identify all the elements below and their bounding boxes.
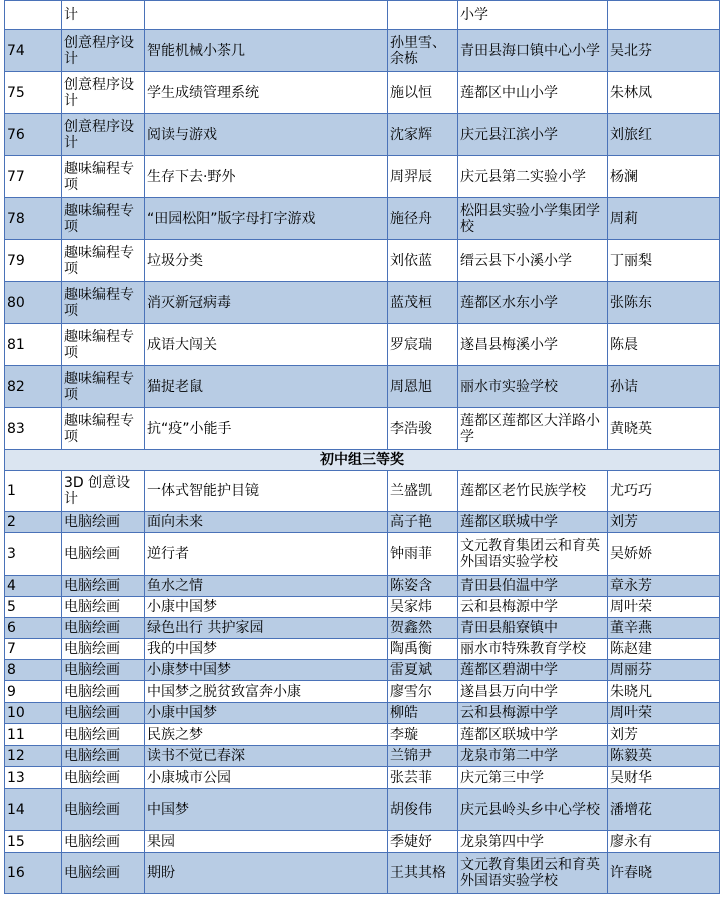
- cell-school: 遂昌县梅溪小学: [458, 324, 608, 366]
- cell-teacher: 朱林凤: [608, 72, 720, 114]
- cell-author: 刘依蓝: [388, 240, 458, 282]
- awards-table: [4, 0, 720, 894]
- cell-author: 雷夏斌: [388, 660, 458, 681]
- cell-school: 莲都区联城中学: [458, 724, 608, 746]
- cell-category: 电脑绘画: [62, 618, 145, 639]
- table-row: [5, 533, 720, 576]
- cell-teacher: 刘旅红: [608, 114, 720, 156]
- cell-title: 逆行者: [145, 533, 388, 576]
- cell-teacher: 章永芳: [608, 576, 720, 597]
- cell-school: 庆元第三中学: [458, 767, 608, 789]
- cell-school: 遂昌县万向中学: [458, 681, 608, 703]
- cell-category: 电脑绘画: [62, 703, 145, 724]
- cell-no: 82: [5, 366, 62, 408]
- section-header-row: [5, 450, 720, 471]
- cell-title: 面向未来: [145, 512, 388, 533]
- awards-sheet: [4, 0, 719, 894]
- table-row: [5, 724, 720, 746]
- cell-category: 趣味编程专项: [62, 198, 145, 240]
- cell-school: 云和县梅源中学: [458, 597, 608, 618]
- table-row: [5, 156, 720, 198]
- table-row: [5, 746, 720, 767]
- cell-school: 云和县梅源中学: [458, 703, 608, 724]
- cell-author: 李浩骏: [388, 408, 458, 450]
- cell-teacher: 黄晓英: [608, 408, 720, 450]
- cell-school: 文元教育集团云和育英外国语实验学校: [458, 853, 608, 894]
- cell-school: 缙云县下小溪小学: [458, 240, 608, 282]
- cell-teacher: 刘芳: [608, 512, 720, 533]
- cell-school: 青田县海口镇中心小学: [458, 30, 608, 72]
- table-row: [5, 767, 720, 789]
- cell-teacher: [608, 1, 720, 30]
- cell-school: 龙泉市第二中学: [458, 746, 608, 767]
- cell-school: 庆元县岭头乡中心学校: [458, 789, 608, 831]
- cell-title: 小康中国梦: [145, 703, 388, 724]
- cell-school: 青田县船寮镇中: [458, 618, 608, 639]
- cell-no: 13: [5, 767, 62, 789]
- cell-category: 趣味编程专项: [62, 408, 145, 450]
- table-row: [5, 618, 720, 639]
- cell-author: 廖雪尔: [388, 681, 458, 703]
- cell-category: 电脑绘画: [62, 681, 145, 703]
- table-row: [5, 639, 720, 660]
- cell-title: 期盼: [145, 853, 388, 894]
- cell-teacher: 潘增花: [608, 789, 720, 831]
- cell-teacher: 周莉: [608, 198, 720, 240]
- cell-teacher: 周叶荣: [608, 703, 720, 724]
- table-row: [5, 114, 720, 156]
- cell-teacher: 周丽芬: [608, 660, 720, 681]
- cell-teacher: 陈赵建: [608, 639, 720, 660]
- cell-title: 鱼水之情: [145, 576, 388, 597]
- cell-title: 垃圾分类: [145, 240, 388, 282]
- cell-no: [5, 1, 62, 30]
- cell-category: 创意程序设计: [62, 72, 145, 114]
- cell-no: 12: [5, 746, 62, 767]
- cell-category: 电脑绘画: [62, 576, 145, 597]
- cell-no: 75: [5, 72, 62, 114]
- table-row: [5, 471, 720, 512]
- cell-author: 贺鑫然: [388, 618, 458, 639]
- cell-author: 柳皓: [388, 703, 458, 724]
- cell-author: 周恩旭: [388, 366, 458, 408]
- cell-title: 阅读与游戏: [145, 114, 388, 156]
- cell-title: 智能机械小茶几: [145, 30, 388, 72]
- cell-no: 79: [5, 240, 62, 282]
- cell-author: 蓝茂桓: [388, 282, 458, 324]
- cell-title: 中国梦之脱贫致富奔小康: [145, 681, 388, 703]
- cell-school: 松阳县实验小学集团学校: [458, 198, 608, 240]
- cell-teacher: 孙诘: [608, 366, 720, 408]
- cell-no: 4: [5, 576, 62, 597]
- cell-author: 罗宸瑞: [388, 324, 458, 366]
- cell-category: 电脑绘画: [62, 533, 145, 576]
- cell-teacher: 吴北芬: [608, 30, 720, 72]
- table-row: [5, 681, 720, 703]
- cell-category: 计: [62, 1, 145, 30]
- cell-school: 莲都区碧湖中学: [458, 660, 608, 681]
- cell-title: 小康梦中国梦: [145, 660, 388, 681]
- cell-no: 15: [5, 831, 62, 853]
- cell-teacher: 陈晨: [608, 324, 720, 366]
- cell-title: [145, 1, 388, 30]
- cell-category: 创意程序设计: [62, 114, 145, 156]
- cell-author: 施径舟: [388, 198, 458, 240]
- cell-school: 小学: [458, 1, 608, 30]
- cell-teacher: 吴娇娇: [608, 533, 720, 576]
- cell-category: 3D 创意设计: [62, 471, 145, 512]
- table-row: [5, 30, 720, 72]
- table-row: [5, 198, 720, 240]
- cell-title: 民族之梦: [145, 724, 388, 746]
- cell-teacher: 许春晓: [608, 853, 720, 894]
- table-row: [5, 512, 720, 533]
- cell-category: 电脑绘画: [62, 853, 145, 894]
- cell-school: 莲都区联城中学: [458, 512, 608, 533]
- cell-teacher: 尤巧巧: [608, 471, 720, 512]
- cell-author: 钟雨菲: [388, 533, 458, 576]
- cell-school: 莲都区中山小学: [458, 72, 608, 114]
- cell-teacher: 吴财华: [608, 767, 720, 789]
- cell-title: “田园松阳”版字母打字游戏: [145, 198, 388, 240]
- cell-school: 庆元县江滨小学: [458, 114, 608, 156]
- cell-no: 74: [5, 30, 62, 72]
- cell-category: 创意程序设计: [62, 30, 145, 72]
- cell-category: 电脑绘画: [62, 746, 145, 767]
- cell-category: 电脑绘画: [62, 724, 145, 746]
- cell-author: 吴家炜: [388, 597, 458, 618]
- cell-no: 80: [5, 282, 62, 324]
- cell-title: 绿色出行 共护家园: [145, 618, 388, 639]
- cell-no: 9: [5, 681, 62, 703]
- cell-title: 抗“疫”小能手: [145, 408, 388, 450]
- cell-category: 电脑绘画: [62, 767, 145, 789]
- table-row: [5, 408, 720, 450]
- cell-title: 小康城市公园: [145, 767, 388, 789]
- cell-category: 趣味编程专项: [62, 366, 145, 408]
- table-row: [5, 660, 720, 681]
- table-row: [5, 72, 720, 114]
- table-row: [5, 703, 720, 724]
- cell-author: [388, 1, 458, 30]
- cell-category: 电脑绘画: [62, 597, 145, 618]
- cell-author: 施以恒: [388, 72, 458, 114]
- table-row: [5, 324, 720, 366]
- cell-school: 龙泉第四中学: [458, 831, 608, 853]
- cell-teacher: 刘芳: [608, 724, 720, 746]
- cell-teacher: 丁丽梨: [608, 240, 720, 282]
- cell-teacher: 廖永有: [608, 831, 720, 853]
- cell-title: 一体式智能护目镜: [145, 471, 388, 512]
- cell-title: 消灭新冠病毒: [145, 282, 388, 324]
- cell-author: 陶禹衡: [388, 639, 458, 660]
- cell-title: 我的中国梦: [145, 639, 388, 660]
- cell-author: 沈家辉: [388, 114, 458, 156]
- cell-teacher: 董辛燕: [608, 618, 720, 639]
- cell-no: 6: [5, 618, 62, 639]
- cell-category: 趣味编程专项: [62, 282, 145, 324]
- cell-author: 王其其格: [388, 853, 458, 894]
- cell-author: 孙里雪、余栋: [388, 30, 458, 72]
- cell-category: 电脑绘画: [62, 831, 145, 853]
- cell-category: 趣味编程专项: [62, 324, 145, 366]
- cell-title: 猫捉老鼠: [145, 366, 388, 408]
- cell-no: 10: [5, 703, 62, 724]
- cell-no: 11: [5, 724, 62, 746]
- cell-school: 莲都区莲都区大洋路小学: [458, 408, 608, 450]
- cell-no: 3: [5, 533, 62, 576]
- table-row: [5, 831, 720, 853]
- cell-no: 81: [5, 324, 62, 366]
- cell-author: 李璇: [388, 724, 458, 746]
- cell-no: 83: [5, 408, 62, 450]
- cell-no: 78: [5, 198, 62, 240]
- cell-author: 周羿辰: [388, 156, 458, 198]
- cell-category: 趣味编程专项: [62, 240, 145, 282]
- cell-author: 胡俊伟: [388, 789, 458, 831]
- table-row: [5, 240, 720, 282]
- cell-school: 莲都区老竹民族学校: [458, 471, 608, 512]
- table-row: [5, 282, 720, 324]
- cell-no: 1: [5, 471, 62, 512]
- cell-category: 电脑绘画: [62, 512, 145, 533]
- cell-category: 电脑绘画: [62, 639, 145, 660]
- cell-school: 丽水市特殊教育学校: [458, 639, 608, 660]
- cell-school: 庆元县第二实验小学: [458, 156, 608, 198]
- cell-school: 青田县伯温中学: [458, 576, 608, 597]
- cell-no: 8: [5, 660, 62, 681]
- cell-title: 中国梦: [145, 789, 388, 831]
- cell-no: 2: [5, 512, 62, 533]
- table-row: [5, 789, 720, 831]
- cell-author: 高子艳: [388, 512, 458, 533]
- cell-category: 电脑绘画: [62, 660, 145, 681]
- cell-author: 兰锦尹: [388, 746, 458, 767]
- cell-teacher: 周叶荣: [608, 597, 720, 618]
- cell-no: 16: [5, 853, 62, 894]
- cell-school: 文元教育集团云和育英外国语实验学校: [458, 533, 608, 576]
- cell-category: 趣味编程专项: [62, 156, 145, 198]
- cell-author: 张芸菲: [388, 767, 458, 789]
- cell-author: 陈姿含: [388, 576, 458, 597]
- table-row: [5, 576, 720, 597]
- section-title: 初中组三等奖: [5, 450, 720, 471]
- cell-title: 小康中国梦: [145, 597, 388, 618]
- cell-school: 丽水市实验学校: [458, 366, 608, 408]
- cell-no: 14: [5, 789, 62, 831]
- table-row: [5, 853, 720, 894]
- cell-no: 5: [5, 597, 62, 618]
- cell-title: 果园: [145, 831, 388, 853]
- table-row: [5, 366, 720, 408]
- cell-teacher: 张陈东: [608, 282, 720, 324]
- table-row: [5, 597, 720, 618]
- cell-title: 成语大闯关: [145, 324, 388, 366]
- cell-title: 生存下去·野外: [145, 156, 388, 198]
- cell-author: 季婕妤: [388, 831, 458, 853]
- cell-no: 76: [5, 114, 62, 156]
- cell-school: 莲都区水东小学: [458, 282, 608, 324]
- cell-title: 读书不觉已春深: [145, 746, 388, 767]
- cell-category: 电脑绘画: [62, 789, 145, 831]
- cell-teacher: 陈毅英: [608, 746, 720, 767]
- cell-title: 学生成绩管理系统: [145, 72, 388, 114]
- cell-no: 7: [5, 639, 62, 660]
- table-row: [5, 1, 720, 30]
- cell-teacher: 朱晓凡: [608, 681, 720, 703]
- cell-teacher: 杨澜: [608, 156, 720, 198]
- cell-no: 77: [5, 156, 62, 198]
- cell-author: 兰盛凯: [388, 471, 458, 512]
